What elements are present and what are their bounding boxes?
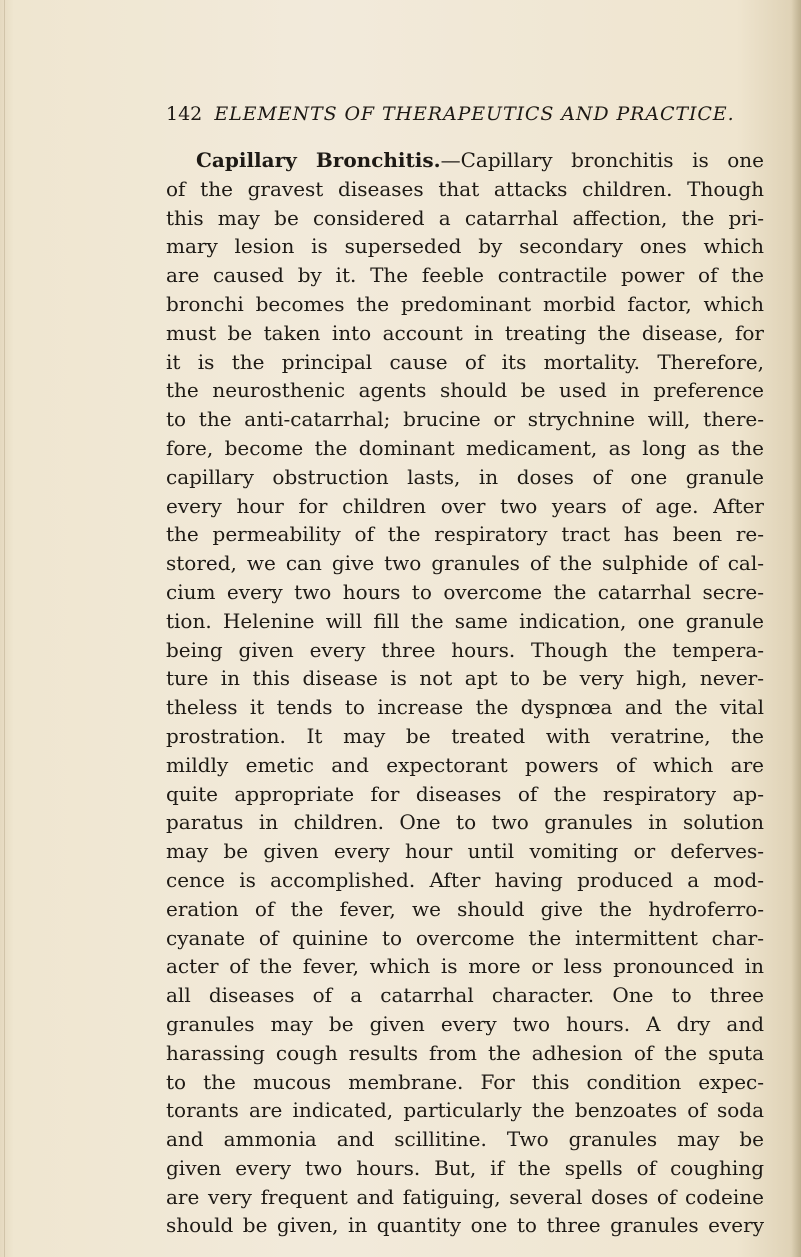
text-line: should be given, in quantity one to three granules every [166,1213,764,1238]
text-line: are caused by it. The feeble contractile power of the [166,263,764,288]
text-line: to the anti-catarrhal; brucine or strychnine will, there- [166,407,764,432]
text-line: are very frequent and fatiguing, several doses of codeine [166,1184,764,1209]
text-line: the permeability of the respiratory tract has been re- [166,522,764,547]
text-line: must be taken into account in treating the disease, for [166,320,764,345]
text-line: fore, become the dominant medicament, as long as the [166,435,764,460]
text-line: it is the principal cause of its mortality. Therefore, [166,349,764,374]
first-line-text: —Capillary bronchitis is one [440,148,764,172]
text-line: cence is accomplished. After having produced a mod- [166,867,764,892]
running-title: ELEMENTS OF THERAPEUTICS AND PRACTICE. [214,103,735,125]
text-line: bronchi becomes the predominant morbid factor, which [166,291,764,316]
text-line: torants are indicated, particularly the benzoates of soda [166,1098,764,1123]
page-number: 142 [166,103,203,125]
text-line: paratus in children. One to two granules in solution [166,810,764,835]
text-line: theless it tends to increase the dyspnœa and the vital [166,695,764,720]
text-line: tion. Helenine will fill the same indication, one granule [166,608,764,633]
text-line: harassing cough results from the adhesion of the sputa [166,1040,764,1065]
running-header [166,100,766,128]
text-line: mildly emetic and expectorant powers of which are [166,752,764,777]
text-line: cyanate of quinine to overcome the intermittent char- [166,925,764,950]
text-line: cium every two hours to overcome the catarrhal secre- [166,579,764,604]
text-line: to the mucous membrane. For this condition expec- [166,1069,764,1094]
text-line: ture in this disease is not apt to be very high, never- [166,666,764,691]
text-line: granules may be given every two hours. A dry and [166,1011,764,1036]
text-line: and ammonia and scillitine. Two granules may be [166,1127,764,1152]
text-line: mary lesion is superseded by secondary ones which [166,234,764,259]
body-text [166,146,764,1240]
text-line: prostration. It may be treated with veratrine, the [166,723,764,748]
paragraph-first-line [166,146,764,175]
page-right-edge [791,0,801,1257]
text-line: of the gravest diseases that attacks children. Though [166,176,764,201]
text-line: given every two hours. But, if the spells of coughing [166,1155,764,1180]
page-gutter-edge [4,0,5,1257]
text-line: capillary obstruction lasts, in doses of one granule [166,464,764,489]
text-line: may be given every hour until vomiting or deferves- [166,839,764,864]
text-line: the neurosthenic agents should be used in preference [166,378,764,403]
section-heading: Capillary Bronchitis. [196,148,441,172]
text-line: being given every three hours. Though the tempera- [166,637,764,662]
text-line: stored, we can give two granules of the sulphide of cal- [166,551,764,576]
text-line: all diseases of a catarrhal character. One to three [166,983,764,1008]
text-line: quite appropriate for diseases of the respiratory ap- [166,781,764,806]
text-line: acter of the fever, which is more or less pronounced in [166,954,764,979]
text-line: eration of the fever, we should give the hydroferro- [166,896,764,921]
text-line: this may be considered a catarrhal affection, the pri- [166,205,764,230]
text-line: every hour for children over two years of age. After [166,493,764,518]
